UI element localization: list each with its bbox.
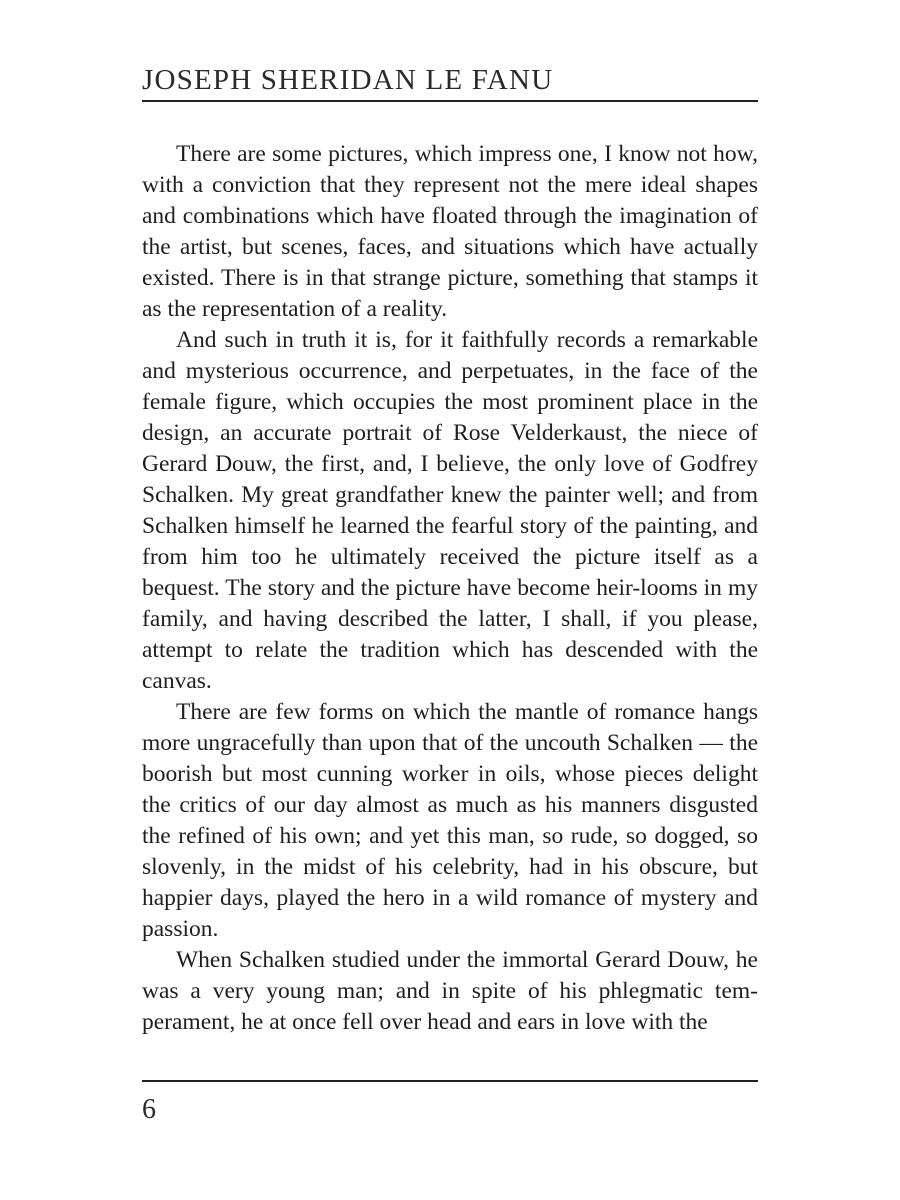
paragraph-2: And such in truth it is, for it faithfully records a remarkable and mysterious occurrence, and perpetuates, in the face of the female figure, which occupies the most prominent place in the design, an accurate portrait of Rose Velderkaust, the niece of Gerard Douw, the first, and, I believe, the only love of Godfrey Schalken. My great grandfather knew the painter well; and from Schalken himself he learned the fearful story of the painting, and from him too he ultimately received the picture itself as a bequest. The story and the picture have become heir-looms in my family, and having described the latter, I shall, if you please, attempt to relate the tradition which has descended with the canvas. <box>142 327 758 694</box>
page-number: 6 <box>142 1094 156 1125</box>
body-text <box>142 139 758 1038</box>
paragraph-3: There are few forms on which the mantle of romance hangs more ungracefully than upon that of the uncouth Schalken — the boorish but most cunning worker in oils, whose pieces delight the critics of our day almost as much as his manners disgusted the refined of his own; and yet this man, so rude, so dogged, so slovenly, in the midst of his celebrity, had in his obscure, but happier days, played the hero in a wild romance of mystery and passion. <box>142 699 758 942</box>
paragraph-1: There are some pictures, which impress one, I know not how, with a conviction that they represent not the mere ideal shapes and combinations which have floated through the imagination of the artist, but scenes, faces, and situations which have actually existed. There is in that strange picture, something that stamps it as the representation of a reality. <box>142 141 758 322</box>
running-head-title: JOSEPH SHERIDAN LE FANU <box>142 64 554 96</box>
footer-rule <box>142 1080 758 1082</box>
header-rule <box>142 100 758 102</box>
paragraph-4: When Schalken studied under the immortal Gerard Douw, he was a very young man; and in spite of his phlegmatic temperament, he at once fell over head and ears in love with the <box>142 947 758 1035</box>
